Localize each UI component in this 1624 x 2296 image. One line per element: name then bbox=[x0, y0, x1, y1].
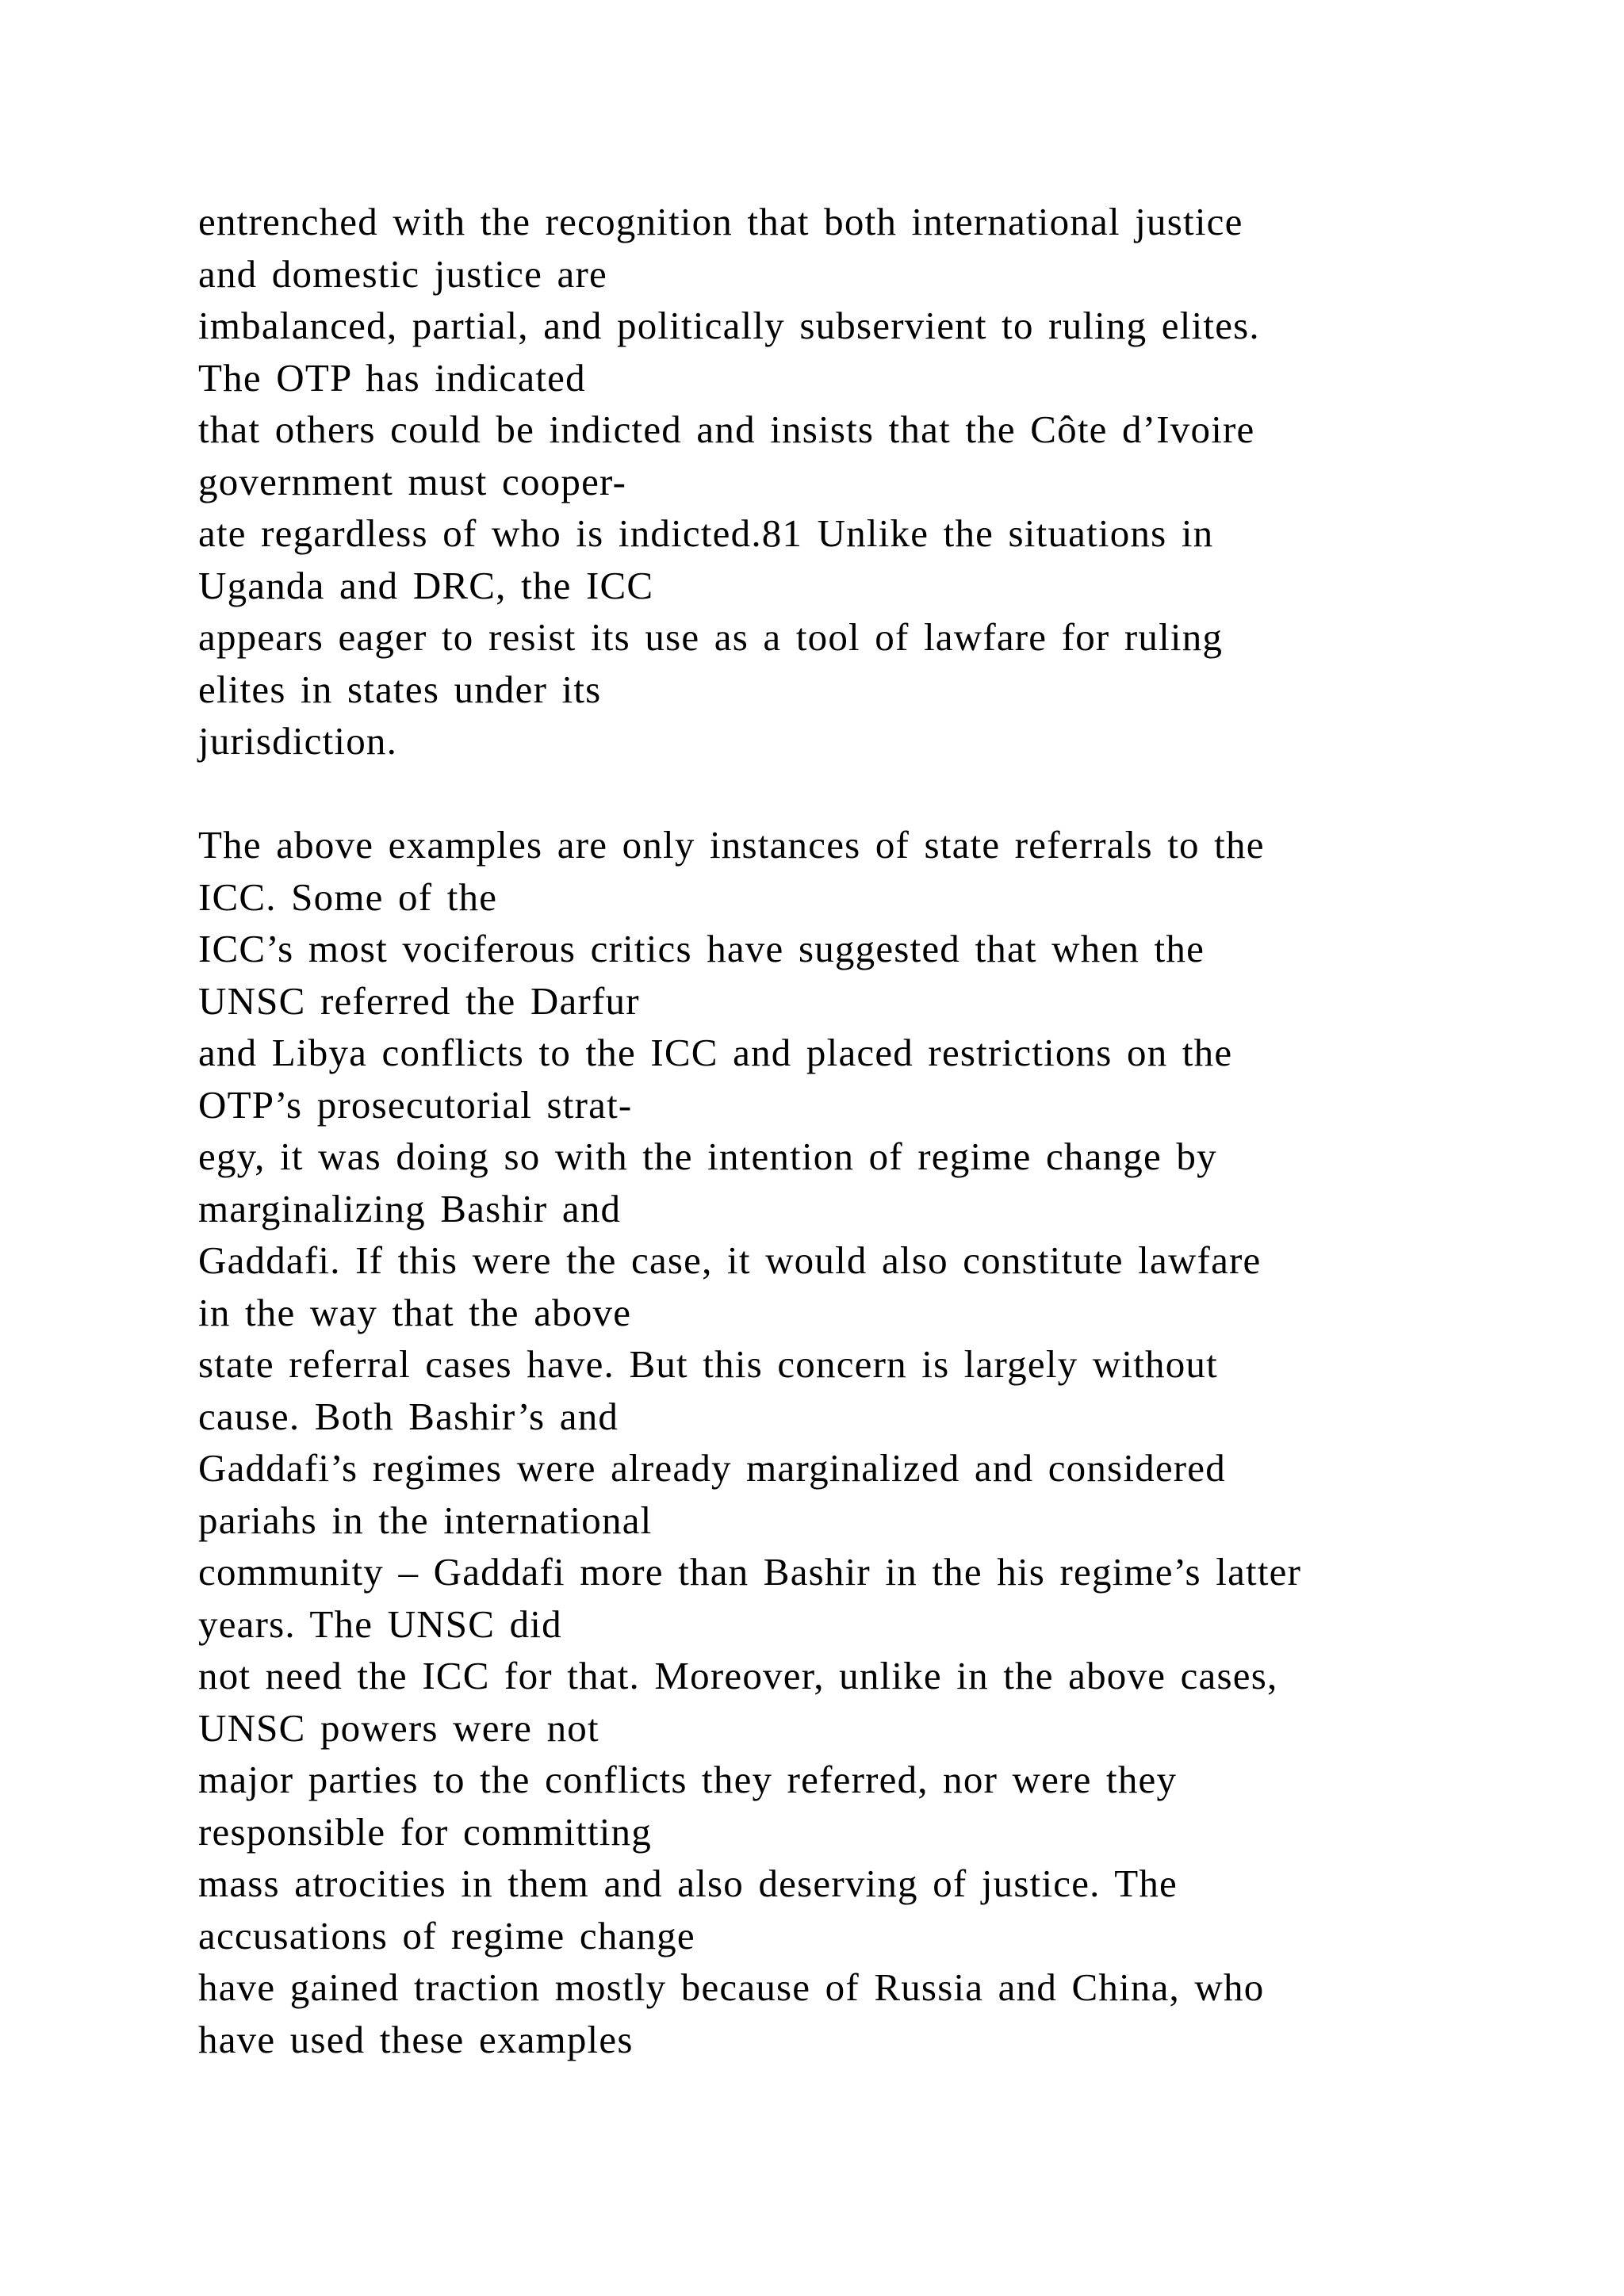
text-line: that others could be indicted and insists that the Côte d’Ivoire bbox=[198, 408, 1255, 451]
body-text bbox=[198, 196, 1435, 2065]
text-line: Gaddafi. If this were the case, it would also constitute lawfare bbox=[198, 1238, 1262, 1282]
text-line: Uganda and DRC, the ICC bbox=[198, 563, 654, 607]
text-line: UNSC referred the Darfur bbox=[198, 978, 640, 1023]
text-line: have gained traction mostly because of Russia and China, who bbox=[198, 1965, 1265, 2009]
text-line: in the way that the above bbox=[198, 1290, 632, 1334]
text-line: accusations of regime change bbox=[198, 1913, 695, 1957]
text-line: mass atrocities in them and also deserving of justice. The bbox=[198, 1862, 1178, 1905]
text-line: elites in states under its bbox=[198, 667, 602, 711]
text-line: and Libya conflicts to the ICC and placed restrictions on the bbox=[198, 1031, 1233, 1074]
text-line: marginalizing Bashir and bbox=[198, 1186, 622, 1230]
text-line: entrenched with the recognition that both international justice bbox=[198, 200, 1243, 243]
text-line: years. The UNSC did bbox=[198, 1601, 562, 1646]
text-line: major parties to the conflicts they referred, nor were they bbox=[198, 1758, 1178, 1801]
text-line: have used these examples bbox=[198, 2017, 634, 2061]
text-line: UNSC powers were not bbox=[198, 1705, 599, 1750]
text-line: ate regardless of who is indicted.81 Unlike the situations in bbox=[198, 511, 1214, 555]
text-line: and domestic justice are bbox=[198, 251, 607, 296]
text-line: ICC. Some of the bbox=[198, 874, 498, 919]
text-line: pariahs in the international bbox=[198, 1498, 653, 1542]
text-line: community – Gaddafi more than Bashir in the his regime’s latter bbox=[198, 1550, 1302, 1594]
text-line: not need the ICC for that. Moreover, unlike in the above cases, bbox=[198, 1654, 1278, 1697]
text-line: The OTP has indicated bbox=[198, 355, 586, 400]
text-line: egy, it was doing so with the intention of regime change by bbox=[198, 1135, 1217, 1178]
text-line: imbalanced, partial, and politically subservient to ruling elites. bbox=[198, 304, 1260, 347]
paragraph-2 bbox=[198, 819, 1435, 2065]
paragraph-1 bbox=[198, 196, 1435, 767]
text-line: responsible for committing bbox=[198, 1809, 652, 1854]
text-line: The above examples are only instances of state referrals to the bbox=[198, 823, 1265, 867]
text-line: jurisdiction. bbox=[198, 719, 398, 763]
text-line: OTP’s prosecutorial strat- bbox=[198, 1082, 633, 1127]
text-line: ICC’s most vociferous critics have suggested that when the bbox=[198, 927, 1205, 970]
text-line: government must cooper- bbox=[198, 459, 627, 503]
text-line: Gaddafi’s regimes were already marginalized and considered bbox=[198, 1446, 1226, 1490]
text-line: appears eager to resist its use as a tool of lawfare for ruling bbox=[198, 615, 1224, 659]
text-line: cause. Both Bashir’s and bbox=[198, 1394, 619, 1438]
text-line: state referral cases have. But this concern is largely without bbox=[198, 1342, 1218, 1386]
